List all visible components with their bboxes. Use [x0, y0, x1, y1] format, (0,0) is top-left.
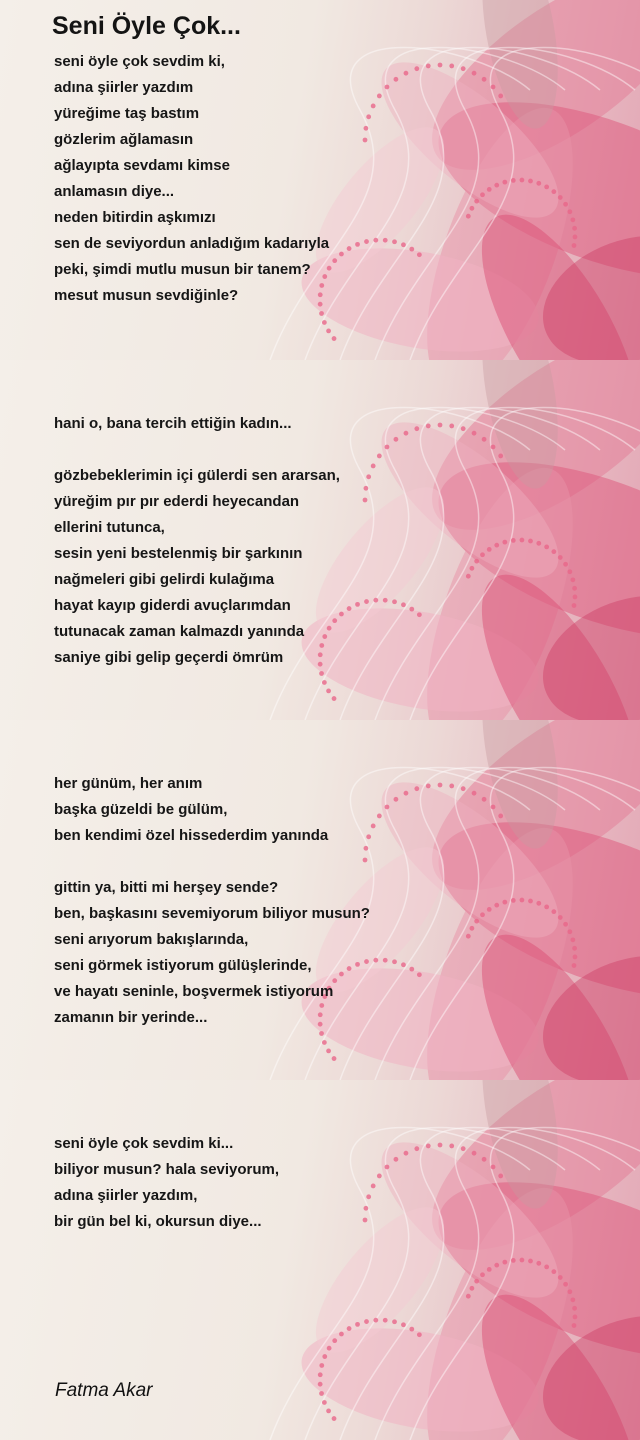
poem-line: peki, şimdi mutlu musun bir tanem?	[54, 261, 311, 278]
dot-ornament	[491, 1165, 496, 1170]
dot-ornament	[573, 595, 578, 600]
poem-stanza	[54, 1131, 279, 1235]
dot-ornament	[511, 178, 516, 183]
dot-ornament	[494, 183, 499, 188]
poem-line: ben kendimi özel hissederdim yanında	[54, 827, 329, 844]
dot-ornament	[472, 1151, 477, 1156]
dot-ornament	[364, 239, 369, 244]
dot-ornament	[319, 671, 324, 676]
dot-ornament	[332, 1338, 337, 1343]
dot-ornament	[551, 189, 556, 194]
dot-ornament	[472, 791, 477, 796]
dot-ornament	[318, 1372, 323, 1377]
dot-ornament	[377, 454, 382, 459]
dot-ornament	[449, 64, 454, 69]
dot-ornament	[494, 1263, 499, 1268]
dot-ornament	[558, 555, 563, 560]
dot-ornament	[558, 195, 563, 200]
dot-ornament	[563, 1282, 568, 1287]
dot-ornament	[544, 1264, 549, 1269]
poem-line: gözlerim ağlamasın	[54, 131, 194, 148]
dot-ornament	[573, 1315, 578, 1320]
dot-ornament	[567, 929, 572, 934]
poem-line: hani o, bana tercih ettiğin kadın...	[54, 415, 292, 432]
dot-ornament	[363, 858, 368, 863]
dot-ornament	[377, 94, 382, 99]
dot-ornament	[474, 559, 479, 564]
dot-ornament	[474, 199, 479, 204]
dot-ornament	[563, 562, 568, 567]
dot-ornament	[366, 474, 371, 479]
dot-ornament	[480, 912, 485, 917]
dot-ornament	[498, 454, 503, 459]
dot-ornament	[572, 586, 577, 591]
dot-ornament	[371, 104, 376, 109]
dot-ornament	[366, 1194, 371, 1199]
dot-ornament	[322, 320, 327, 325]
dot-ornament	[469, 1286, 474, 1291]
poem-line: adına şiirler yazdım	[54, 79, 194, 96]
dot-ornament	[332, 258, 337, 263]
dot-ornament	[573, 235, 578, 240]
dot-ornament	[332, 336, 337, 341]
dot-ornament	[319, 311, 324, 316]
poem-line: gözbebeklerimin içi gülerdi sen ararsan,	[54, 467, 340, 484]
dot-ornament	[385, 805, 390, 810]
dot-ornament	[326, 329, 331, 334]
dot-ornament	[347, 246, 352, 251]
dot-ornament	[373, 1318, 378, 1323]
dot-ornament	[417, 972, 422, 977]
dot-ornament	[385, 1165, 390, 1170]
dot-ornament	[536, 1261, 541, 1266]
dot-ornament	[383, 1318, 388, 1323]
dot-ornament	[480, 192, 485, 197]
dot-ornament	[355, 1322, 360, 1327]
dot-ornament	[482, 437, 487, 442]
dot-ornament	[563, 202, 568, 207]
dot-ornament	[409, 967, 414, 972]
dot-ornament	[409, 247, 414, 252]
dot-ornament	[572, 1306, 577, 1311]
poem-line: ağlayıpta sevdamı kimse	[54, 157, 230, 174]
dot-ornament	[572, 603, 577, 608]
poem-line: yüreğim pır pır ederdi heyecandan	[54, 493, 300, 510]
dot-ornament	[392, 599, 397, 604]
poem-line: her günüm, her anım	[54, 775, 203, 792]
dot-ornament	[355, 242, 360, 247]
dot-ornament	[573, 955, 578, 960]
poem-stanza	[54, 463, 340, 671]
dot-ornament	[364, 1206, 369, 1211]
dot-ornament	[401, 1322, 406, 1327]
poem-line: gittin ya, bitti mi herşey sende?	[54, 879, 279, 896]
dot-ornament	[417, 252, 422, 257]
poem-line: yüreğime taş bastım	[54, 105, 200, 122]
dot-ornament	[482, 797, 487, 802]
dot-ornament	[438, 63, 443, 68]
dot-ornament	[326, 1049, 331, 1054]
poem-line: tutunacak zaman kalmazdı yanında	[54, 623, 305, 640]
dot-ornament	[469, 566, 474, 571]
dot-ornament	[322, 1400, 327, 1405]
dot-ornament	[520, 178, 525, 183]
dot-ornament	[520, 898, 525, 903]
dot-ornament	[417, 612, 422, 617]
dot-ornament	[544, 544, 549, 549]
dot-ornament	[392, 959, 397, 964]
dot-ornament	[373, 238, 378, 243]
dot-ornament	[461, 1146, 466, 1151]
dot-ornament	[371, 464, 376, 469]
dot-ornament	[327, 1346, 332, 1351]
dot-ornament	[326, 1409, 331, 1414]
dot-ornament	[511, 898, 516, 903]
poem-line: sen de seviyordun anladığım kadarıyla	[54, 235, 330, 252]
dot-ornament	[474, 919, 479, 924]
dot-ornament	[567, 209, 572, 214]
dot-ornament	[570, 217, 575, 222]
dot-ornament	[383, 238, 388, 243]
dot-ornament	[426, 64, 431, 69]
dot-ornament	[438, 423, 443, 428]
dot-ornament	[347, 1326, 352, 1331]
dot-ornament	[494, 903, 499, 908]
poem-line: ve hayatı seninle, boşvermek istiyorum	[54, 983, 334, 1000]
dot-ornament	[319, 1391, 324, 1396]
dot-ornament	[383, 958, 388, 963]
poem-line: mesut musun sevdiğinle?	[54, 287, 239, 304]
dot-ornament	[482, 77, 487, 82]
dot-ornament	[355, 602, 360, 607]
dot-ornament	[498, 94, 503, 99]
dot-ornament	[528, 539, 533, 544]
dot-ornament	[502, 540, 507, 545]
dot-ornament	[461, 426, 466, 431]
dot-ornament	[466, 1294, 471, 1299]
poem-stanza	[54, 411, 292, 437]
dot-ornament	[570, 577, 575, 582]
dot-ornament	[394, 797, 399, 802]
dot-ornament	[392, 1319, 397, 1324]
dot-ornament	[363, 138, 368, 143]
dot-ornament	[366, 114, 371, 119]
poem-line: seni görmek istiyorum gülüşlerinde,	[54, 957, 312, 974]
dot-ornament	[480, 552, 485, 557]
dot-ornament	[466, 574, 471, 579]
dot-ornament	[558, 1275, 563, 1280]
poem-title: Seni Öyle Çok...	[52, 12, 241, 40]
dot-ornament	[572, 1323, 577, 1328]
dot-ornament	[494, 543, 499, 548]
dot-ornament	[449, 1144, 454, 1149]
dot-ornament	[371, 824, 376, 829]
dot-ornament	[363, 1218, 368, 1223]
poem-line: hayat kayıp giderdi avuçlarımdan	[54, 597, 291, 614]
dot-ornament	[469, 926, 474, 931]
dot-ornament	[414, 66, 419, 71]
poem-line: anlamasın diye...	[54, 183, 175, 200]
dot-ornament	[394, 77, 399, 82]
dot-ornament	[449, 424, 454, 429]
dot-ornament	[498, 1174, 503, 1179]
dot-ornament	[364, 126, 369, 131]
dot-ornament	[414, 426, 419, 431]
dot-ornament	[385, 85, 390, 90]
dot-ornament	[322, 1354, 327, 1359]
dot-ornament	[502, 900, 507, 905]
dot-ornament	[438, 783, 443, 788]
poem-line: neden bitirdin aşkımızı	[54, 209, 216, 226]
dot-ornament	[491, 445, 496, 450]
dot-ornament	[567, 569, 572, 574]
dot-ornament	[426, 784, 431, 789]
dot-ornament	[371, 1184, 376, 1189]
dot-ornament	[322, 680, 327, 685]
poem-line: seni öyle çok sevdim ki...	[54, 1135, 234, 1152]
dot-ornament	[491, 805, 496, 810]
dot-ornament	[474, 1279, 479, 1284]
dot-ornament	[401, 602, 406, 607]
poem-line: nağmeleri gibi gelirdi kulağıma	[54, 571, 275, 588]
poem-line: bir gün bel ki, okursun diye...	[54, 1213, 262, 1230]
dot-ornament	[449, 784, 454, 789]
dot-ornament	[536, 901, 541, 906]
dot-ornament	[567, 1289, 572, 1294]
dot-ornament	[319, 1031, 324, 1036]
dot-ornament	[366, 834, 371, 839]
dot-ornament	[332, 1056, 337, 1061]
dot-ornament	[401, 962, 406, 967]
dot-ornament	[466, 934, 471, 939]
dot-ornament	[544, 184, 549, 189]
poem-line: adına şiirler yazdım,	[54, 1187, 198, 1204]
dot-ornament	[326, 689, 331, 694]
dot-ornament	[364, 846, 369, 851]
dot-ornament	[572, 946, 577, 951]
poem-line: ben, başkasını sevemiyorum biliyor musun?	[54, 905, 370, 922]
poem-line: ellerini tutunca,	[54, 519, 165, 536]
dot-ornament	[364, 1319, 369, 1324]
dot-ornament	[426, 1144, 431, 1149]
poem-line: sesin yeni bestelenmiş bir şarkının	[54, 545, 303, 562]
dot-ornament	[572, 226, 577, 231]
dot-ornament	[469, 206, 474, 211]
dot-ornament	[551, 1269, 556, 1274]
dot-ornament	[438, 1143, 443, 1148]
dot-ornament	[551, 549, 556, 554]
dot-ornament	[563, 922, 568, 927]
dot-ornament	[394, 437, 399, 442]
dot-ornament	[502, 1260, 507, 1265]
dot-ornament	[339, 1332, 344, 1337]
dot-ornament	[363, 498, 368, 503]
poem-line: zamanın bir yerinde...	[54, 1009, 208, 1026]
dot-ornament	[385, 445, 390, 450]
dot-ornament	[572, 243, 577, 248]
dot-ornament	[511, 538, 516, 543]
dot-ornament	[551, 909, 556, 914]
dot-ornament	[536, 541, 541, 546]
dot-ornament	[377, 814, 382, 819]
dot-ornament	[377, 1174, 382, 1179]
dot-ornament	[409, 1327, 414, 1332]
dot-ornament	[319, 1363, 324, 1368]
dot-ornament	[511, 1258, 516, 1263]
dot-ornament	[487, 547, 492, 552]
dot-ornament	[404, 431, 409, 436]
dot-ornament	[482, 1157, 487, 1162]
dot-ornament	[404, 71, 409, 76]
dot-ornament	[572, 963, 577, 968]
dot-ornament	[544, 904, 549, 909]
dot-ornament	[332, 696, 337, 701]
dot-ornament	[480, 1272, 485, 1277]
dot-ornament	[520, 538, 525, 543]
dot-ornament	[392, 239, 397, 244]
dot-ornament	[339, 252, 344, 257]
dot-ornament	[364, 599, 369, 604]
dot-ornament	[520, 1258, 525, 1263]
dot-ornament	[570, 1297, 575, 1302]
poem-line: saniye gibi gelip geçerdi ömrüm	[54, 649, 284, 666]
poem-stanza	[54, 49, 329, 309]
dot-ornament	[502, 180, 507, 185]
author-name: Fatma Akar	[55, 1380, 153, 1401]
dot-ornament	[558, 915, 563, 920]
dot-ornament	[417, 1332, 422, 1337]
dot-ornament	[491, 85, 496, 90]
dot-ornament	[426, 424, 431, 429]
dot-ornament	[373, 958, 378, 963]
dot-ornament	[322, 1040, 327, 1045]
dot-ornament	[347, 606, 352, 611]
dot-ornament	[466, 214, 471, 219]
dot-ornament	[570, 937, 575, 942]
poem-line: seni arıyorum bakışlarında,	[54, 931, 249, 948]
dot-ornament	[528, 899, 533, 904]
dot-ornament	[487, 187, 492, 192]
dot-ornament	[528, 179, 533, 184]
poem-line: başka güzeldi be gülüm,	[54, 801, 228, 818]
dot-ornament	[472, 431, 477, 436]
dot-ornament	[332, 1416, 337, 1421]
poem-stanza	[54, 875, 370, 1031]
dot-ornament	[414, 786, 419, 791]
dot-ornament	[528, 1259, 533, 1264]
dot-ornament	[536, 181, 541, 186]
dot-ornament	[414, 1146, 419, 1151]
dot-ornament	[409, 607, 414, 612]
dot-ornament	[383, 598, 388, 603]
dot-ornament	[487, 1267, 492, 1272]
dot-ornament	[401, 242, 406, 247]
dot-ornament	[404, 1151, 409, 1156]
dot-ornament	[461, 786, 466, 791]
dot-ornament	[498, 814, 503, 819]
dot-ornament	[404, 791, 409, 796]
dot-ornament	[364, 486, 369, 491]
poem-line: biliyor musun? hala seviyorum,	[54, 1161, 280, 1178]
poem-line: seni öyle çok sevdim ki,	[54, 53, 225, 70]
dot-ornament	[487, 907, 492, 912]
poem-stanza	[54, 771, 328, 849]
dot-ornament	[373, 598, 378, 603]
dot-ornament	[394, 1157, 399, 1162]
dot-ornament	[461, 66, 466, 71]
dot-ornament	[472, 71, 477, 76]
dot-ornament	[318, 1382, 323, 1387]
